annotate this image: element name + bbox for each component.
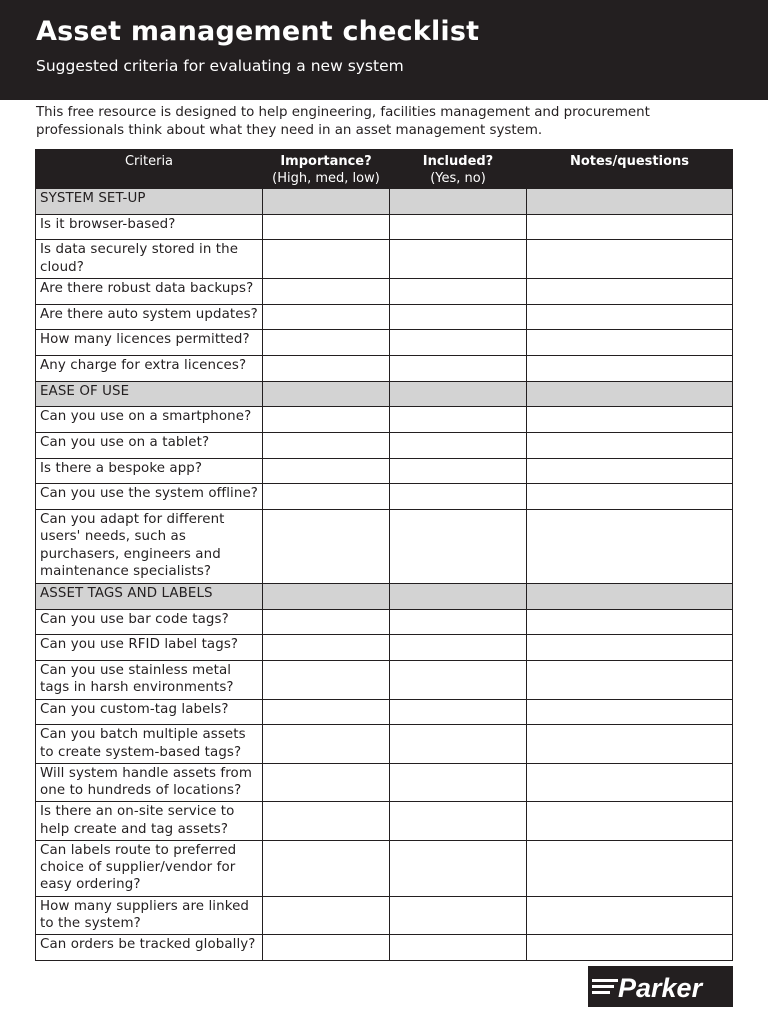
notes-cell[interactable] [527, 510, 733, 584]
importance-cell[interactable] [263, 840, 390, 896]
included-cell[interactable] [390, 896, 527, 935]
importance-cell[interactable] [263, 935, 390, 961]
column-header-notes: Notes/questions [527, 150, 733, 189]
notes-cell[interactable] [527, 278, 733, 304]
table-row [36, 725, 733, 764]
table-row [36, 433, 733, 459]
criteria-label: Can you use stainless metal tags in harsh environments? [36, 661, 263, 700]
importance-cell[interactable] [263, 278, 390, 304]
importance-cell[interactable] [263, 214, 390, 240]
column-header-importance: Importance? (High, med, low) [263, 150, 390, 189]
included-cell[interactable] [390, 433, 527, 459]
notes-cell[interactable] [527, 935, 733, 961]
notes-cell [527, 381, 733, 407]
table-row [36, 699, 733, 725]
notes-cell[interactable] [527, 763, 733, 802]
criteria-label: Can you use bar code tags? [36, 609, 263, 635]
logo-wordmark: Parker [618, 973, 703, 1003]
included-cell[interactable] [390, 935, 527, 961]
page-title: Asset management checklist [36, 16, 480, 47]
table-row [36, 802, 733, 841]
included-cell[interactable] [390, 240, 527, 279]
criteria-label: Is there an on-site service to help create and tag assets? [36, 802, 263, 841]
notes-cell[interactable] [527, 699, 733, 725]
table-row [36, 935, 733, 961]
section-row-system-setup [36, 189, 733, 215]
importance-cell [263, 381, 390, 407]
criteria-label: Can you use on a tablet? [36, 433, 263, 459]
notes-cell[interactable] [527, 458, 733, 484]
column-header-criteria: Criteria [36, 150, 263, 189]
criteria-label: Is data securely stored in the cloud? [36, 240, 263, 279]
notes-cell[interactable] [527, 609, 733, 635]
table-row [36, 484, 733, 510]
table-row [36, 635, 733, 661]
section-row-ease-of-use [36, 381, 733, 407]
included-cell[interactable] [390, 214, 527, 240]
table-row [36, 840, 733, 896]
table-row [36, 407, 733, 433]
notes-cell [527, 584, 733, 610]
criteria-label: Will system handle assets from one to hundreds of locations? [36, 763, 263, 802]
notes-cell[interactable] [527, 433, 733, 459]
table-row [36, 896, 733, 935]
notes-cell[interactable] [527, 896, 733, 935]
importance-cell[interactable] [263, 510, 390, 584]
parker-logo [588, 966, 733, 1007]
importance-cell[interactable] [263, 802, 390, 841]
table-row [36, 510, 733, 584]
included-cell[interactable] [390, 510, 527, 584]
column-subheader-importance: (High, med, low) [272, 171, 380, 186]
included-cell[interactable] [390, 661, 527, 700]
importance-cell[interactable] [263, 896, 390, 935]
criteria-label: Are there auto system updates? [36, 304, 263, 330]
notes-cell[interactable] [527, 240, 733, 279]
criteria-label: Is there a bespoke app? [36, 458, 263, 484]
importance-cell[interactable] [263, 304, 390, 330]
table-row [36, 763, 733, 802]
section-row-asset-tags [36, 584, 733, 610]
intro-text: This free resource is designed to help engineering, facilities management and procurement professionals think about what they need in an asset management system. [36, 105, 650, 138]
importance-cell[interactable] [263, 661, 390, 700]
importance-cell [263, 189, 390, 215]
criteria-label: Any charge for extra licences? [36, 355, 263, 381]
included-cell[interactable] [390, 763, 527, 802]
included-cell[interactable] [390, 725, 527, 764]
included-cell[interactable] [390, 840, 527, 896]
notes-cell[interactable] [527, 355, 733, 381]
included-cell[interactable] [390, 278, 527, 304]
header-banner [0, 0, 768, 100]
notes-cell[interactable] [527, 802, 733, 841]
criteria-label: Can you adapt for different users' needs, such as purchasers, engineers and maintenance specialists? [36, 510, 263, 584]
table-row [36, 355, 733, 381]
criteria-label: Can you use RFID label tags? [36, 635, 263, 661]
importance-cell[interactable] [263, 635, 390, 661]
criteria-label: Are there robust data backups? [36, 278, 263, 304]
included-cell[interactable] [390, 635, 527, 661]
criteria-label: Is it browser-based? [36, 214, 263, 240]
notes-cell[interactable] [527, 214, 733, 240]
table-row [36, 214, 733, 240]
criteria-label: How many licences permitted? [36, 330, 263, 356]
included-cell[interactable] [390, 355, 527, 381]
included-cell [390, 381, 527, 407]
notes-cell[interactable] [527, 304, 733, 330]
included-cell[interactable] [390, 699, 527, 725]
notes-cell[interactable] [527, 407, 733, 433]
importance-cell[interactable] [263, 763, 390, 802]
notes-cell[interactable] [527, 484, 733, 510]
table-row [36, 330, 733, 356]
included-cell[interactable] [390, 802, 527, 841]
notes-cell[interactable] [527, 840, 733, 896]
importance-cell [263, 584, 390, 610]
importance-cell[interactable] [263, 458, 390, 484]
criteria-label: Can you custom-tag labels? [36, 699, 263, 725]
importance-cell[interactable] [263, 330, 390, 356]
notes-cell[interactable] [527, 635, 733, 661]
column-subheader-included: (Yes, no) [430, 171, 486, 186]
importance-cell[interactable] [263, 355, 390, 381]
included-cell[interactable] [390, 458, 527, 484]
importance-cell[interactable] [263, 433, 390, 459]
criteria-label: Can labels route to preferred choice of supplier/vendor for easy ordering? [36, 840, 263, 896]
importance-cell[interactable] [263, 699, 390, 725]
criteria-label: How many suppliers are linked to the system? [36, 896, 263, 935]
included-cell[interactable] [390, 304, 527, 330]
checklist-table [35, 149, 733, 961]
table-row [36, 278, 733, 304]
notes-cell[interactable] [527, 725, 733, 764]
importance-cell[interactable] [263, 609, 390, 635]
included-cell[interactable] [390, 609, 527, 635]
table-header-row [36, 150, 733, 189]
criteria-label: Can you batch multiple assets to create system-based tags? [36, 725, 263, 764]
included-cell[interactable] [390, 484, 527, 510]
column-header-included: Included? (Yes, no) [390, 150, 527, 189]
table-row [36, 609, 733, 635]
importance-cell[interactable] [263, 725, 390, 764]
parker-logo-mark [588, 966, 733, 1007]
included-cell[interactable] [390, 330, 527, 356]
section-label: EASE OF USE [36, 381, 263, 407]
section-label: SYSTEM SET-UP [36, 189, 263, 215]
table-row [36, 240, 733, 279]
included-cell[interactable] [390, 407, 527, 433]
notes-cell[interactable] [527, 330, 733, 356]
importance-cell[interactable] [263, 407, 390, 433]
importance-cell[interactable] [263, 484, 390, 510]
notes-cell[interactable] [527, 661, 733, 700]
included-cell [390, 584, 527, 610]
included-cell [390, 189, 527, 215]
criteria-label: Can orders be tracked globally? [36, 935, 263, 961]
notes-cell [527, 189, 733, 215]
table-row [36, 458, 733, 484]
importance-cell[interactable] [263, 240, 390, 279]
table-row [36, 304, 733, 330]
criteria-label: Can you use the system offline? [36, 484, 263, 510]
table-row [36, 661, 733, 700]
section-label: ASSET TAGS AND LABELS [36, 584, 263, 610]
page-subtitle: Suggested criteria for evaluating a new system [36, 57, 404, 75]
criteria-label: Can you use on a smartphone? [36, 407, 263, 433]
